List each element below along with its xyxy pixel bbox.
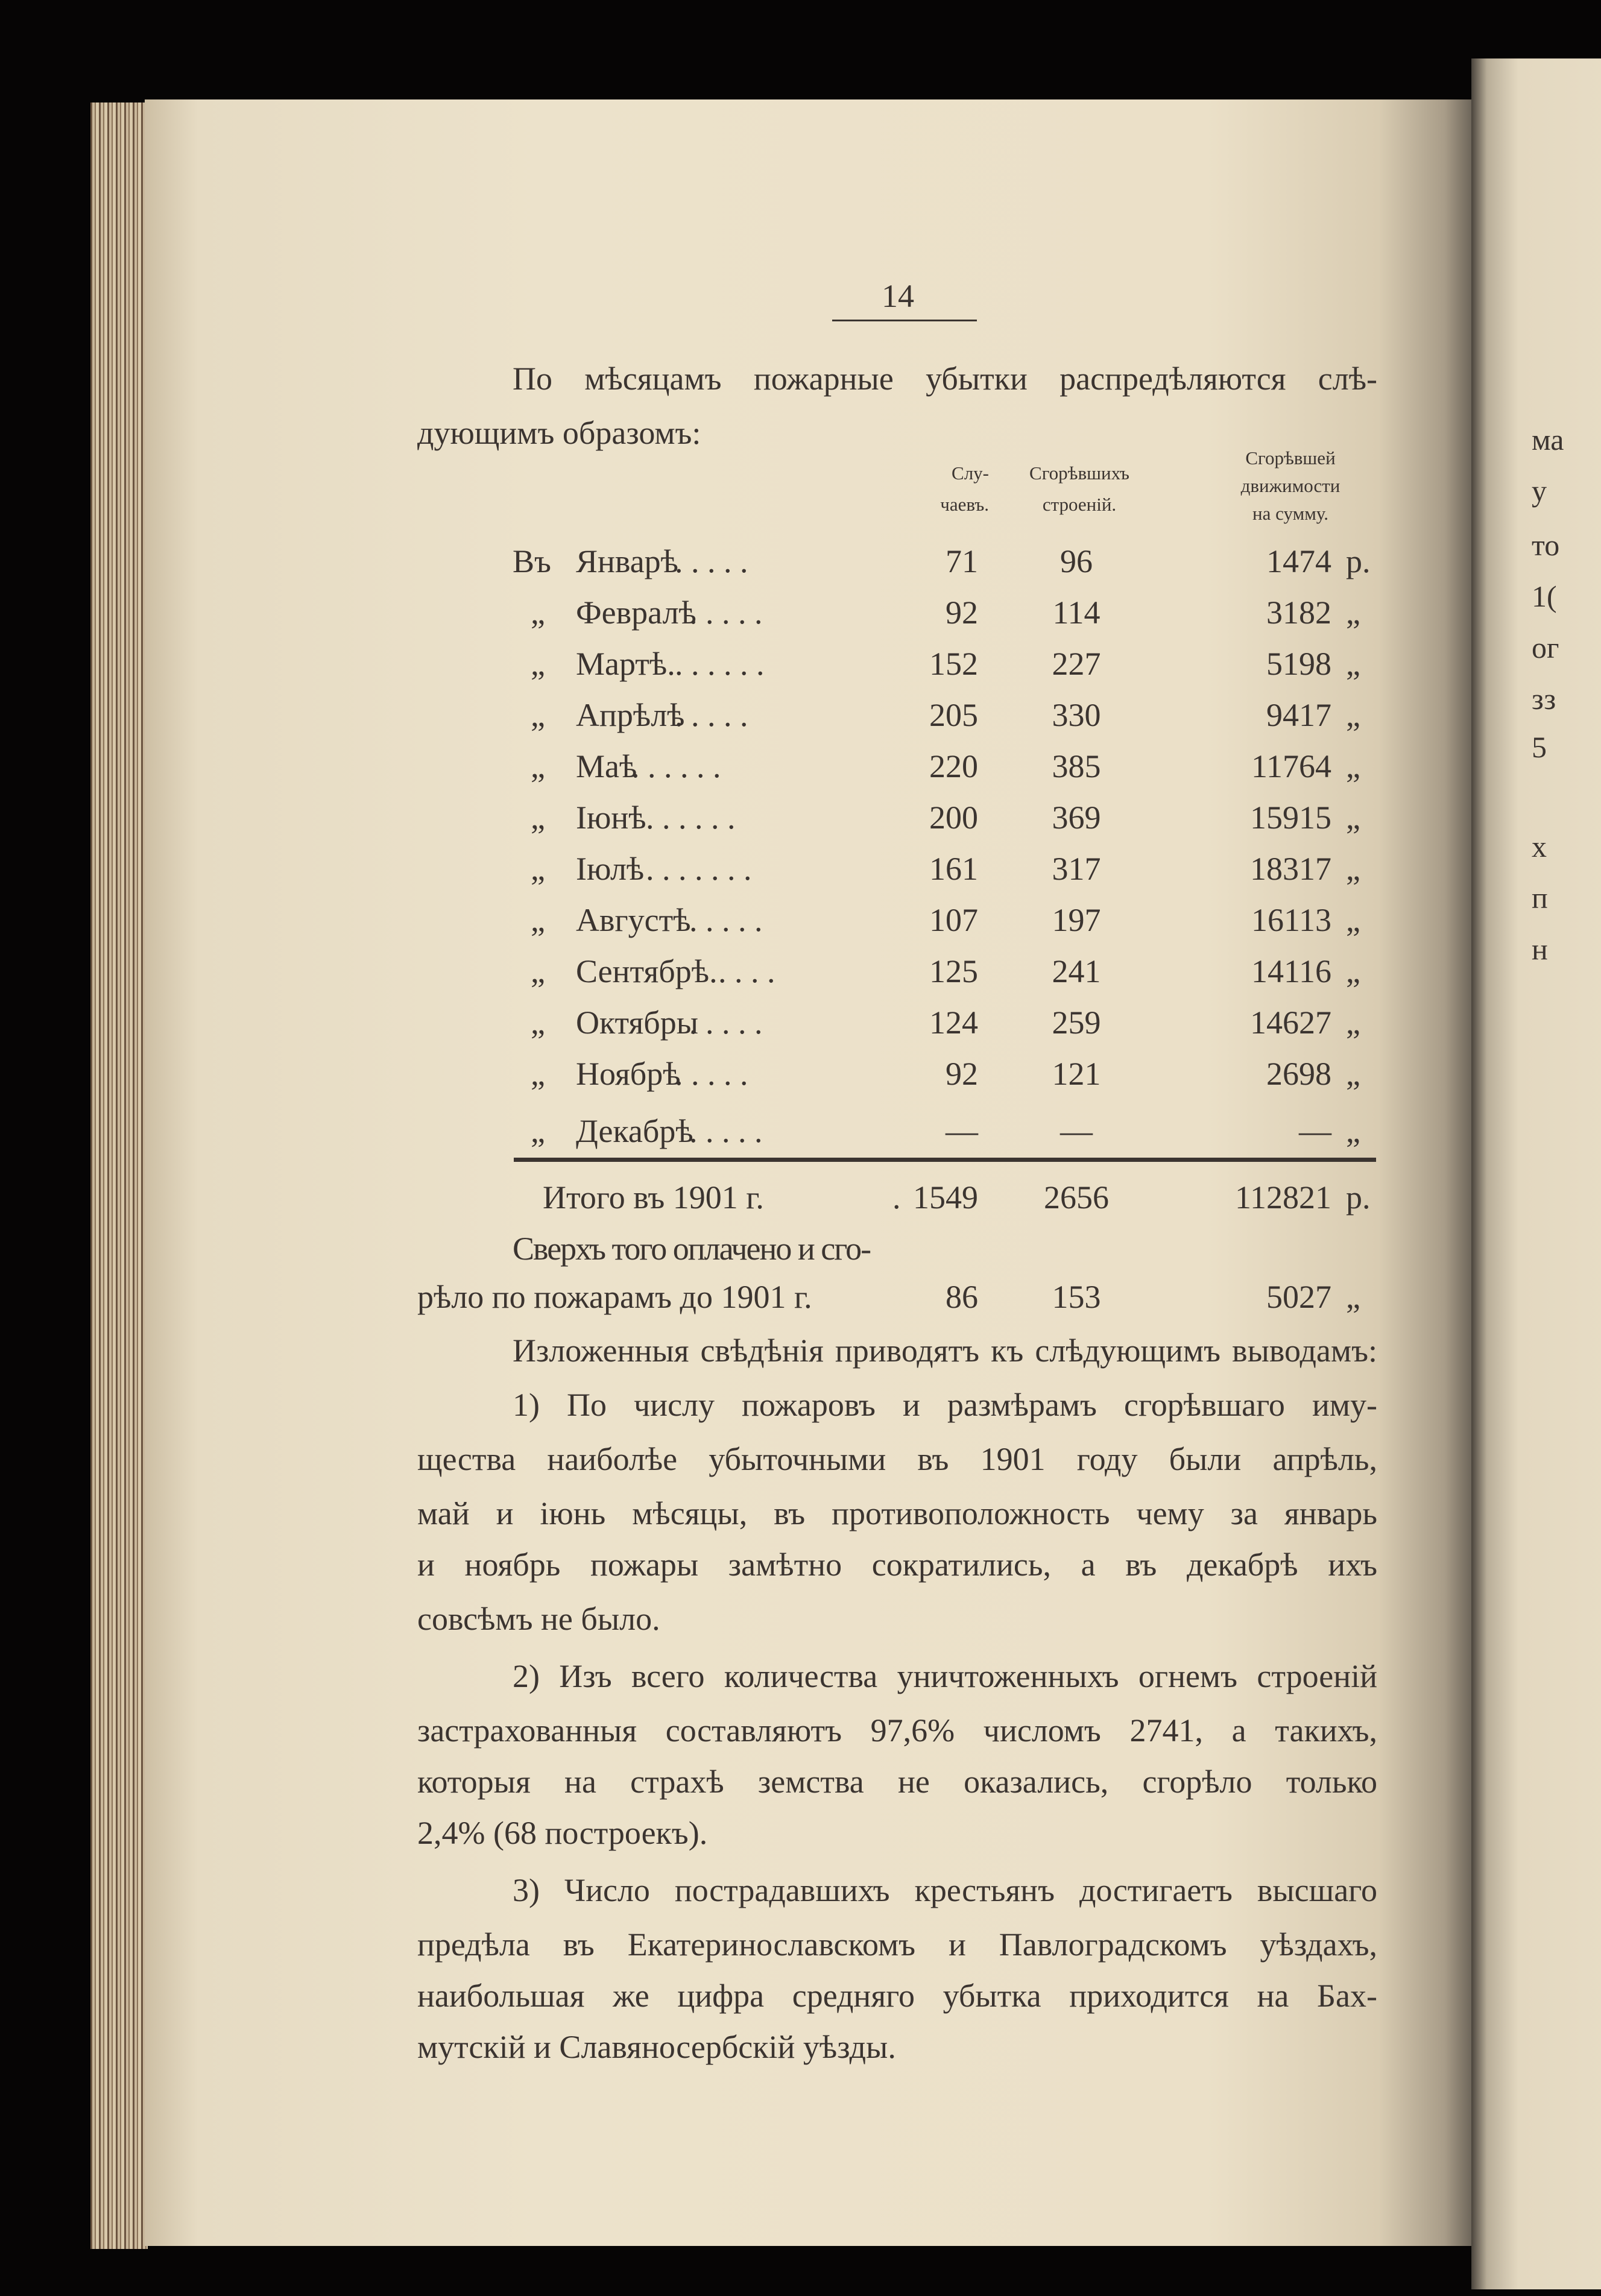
- row-sum: 1474: [1266, 543, 1331, 579]
- row-sum: 16113: [1251, 902, 1331, 938]
- conclusion-line: которыя на страхѣ земства не оказались, сгорѣло только: [417, 1764, 1377, 1800]
- header-movables: Сгорѣвшей: [1245, 447, 1336, 468]
- header-buildings: строеній.: [1042, 494, 1117, 515]
- row-cases: 107: [929, 902, 978, 938]
- conclusion-line: 3) Число пострадавшихъ крестьянъ достигаетъ высшаго: [513, 1872, 1377, 1908]
- row-buildings: —: [1060, 1113, 1093, 1149]
- row-month: Январѣ: [576, 543, 678, 579]
- page-number-rule: [832, 320, 977, 321]
- header-cases: чаевъ.: [940, 494, 989, 515]
- row-sum: 14627: [1250, 1004, 1331, 1041]
- intro-line: По мѣсяцамъ пожарные убытки распредѣляются слѣ-: [513, 361, 1377, 397]
- facing-page-fragment: н: [1532, 932, 1548, 966]
- row-prefix: „: [531, 646, 545, 682]
- row-prefix: „: [531, 697, 545, 733]
- row-dots: . . . . . .: [631, 748, 721, 784]
- row-sum: 2698: [1266, 1056, 1331, 1092]
- row-month: Іюнѣ: [576, 800, 646, 836]
- row-unit: „: [1346, 851, 1360, 887]
- header-buildings: Сгорѣвшихъ: [1029, 462, 1129, 484]
- row-sum: 9417: [1266, 697, 1331, 733]
- conclusion-line: май и іюнь мѣсяцы, въ противоположность чему за январь: [417, 1495, 1377, 1531]
- row-buildings: 385: [1052, 748, 1101, 784]
- row-prefix: „: [531, 902, 545, 938]
- conclusion-line: мутскій и Славяносербскій уѣзды.: [417, 2029, 896, 2065]
- row-sum: 15915: [1250, 800, 1331, 836]
- row-buildings: 227: [1052, 646, 1101, 682]
- row-cases: 205: [929, 697, 978, 733]
- row-prefix: „: [531, 851, 545, 887]
- facing-page-fragment: ог: [1532, 631, 1559, 664]
- row-buildings: 369: [1052, 800, 1101, 836]
- row-month: Мартѣ.: [576, 646, 675, 682]
- row-buildings: 330: [1052, 697, 1101, 733]
- row-cases: 220: [929, 748, 978, 784]
- total-dots: .: [892, 1179, 901, 1216]
- conclusion-line: щества наиболѣе убыточными въ 1901 году были апрѣль,: [417, 1441, 1377, 1477]
- total-label: Итого въ 1901 г.: [543, 1179, 764, 1216]
- row-unit: „: [1346, 594, 1360, 631]
- row-cases: 92: [946, 594, 978, 631]
- row-prefix: Въ: [513, 543, 551, 579]
- row-unit: „: [1346, 697, 1360, 733]
- row-dots: . . . . .: [675, 697, 748, 733]
- row-unit: „: [1346, 800, 1360, 836]
- extra-label: Сверхъ того оплачено и сго-: [513, 1231, 871, 1267]
- row-cases: 92: [946, 1056, 978, 1092]
- row-unit: „: [1346, 1004, 1360, 1041]
- row-dots: . . . . .: [689, 1004, 763, 1041]
- row-buildings: 259: [1052, 1004, 1101, 1041]
- facing-page-fragment: х: [1532, 830, 1547, 863]
- conclusion-line: предѣла въ Екатеринославскомъ и Павлоградскомъ уѣздахъ,: [417, 1926, 1377, 1963]
- extra-buildings: 153: [1052, 1279, 1101, 1315]
- row-unit: „: [1346, 748, 1360, 784]
- row-month: Августѣ: [576, 902, 691, 938]
- row-sum: —: [1299, 1113, 1331, 1149]
- row-month: Февралѣ: [576, 594, 696, 631]
- header-movables: движимости: [1240, 475, 1340, 496]
- row-dots: . . . . .: [675, 543, 748, 579]
- row-sum: 5198: [1266, 646, 1331, 682]
- row-prefix: „: [531, 800, 545, 836]
- row-buildings: 121: [1052, 1056, 1101, 1092]
- facing-page: [1471, 58, 1601, 2289]
- row-cases: 125: [929, 953, 978, 989]
- row-unit: „: [1346, 902, 1360, 938]
- facing-page-fragment: зз: [1532, 682, 1556, 716]
- book-page: [145, 99, 1471, 2246]
- row-unit: „: [1346, 1056, 1360, 1092]
- row-month: Ноябрѣ: [576, 1056, 681, 1092]
- page-number: 14: [882, 278, 914, 314]
- header-movables: на сумму.: [1252, 503, 1328, 524]
- row-prefix: „: [531, 748, 545, 784]
- row-dots: . . . .: [718, 953, 775, 989]
- row-unit: р.: [1346, 543, 1371, 579]
- row-month: Апрѣлѣ: [576, 697, 685, 733]
- conclusion-line: застрахованныя составляютъ 97,6% числомъ 2741, а такихъ,: [417, 1712, 1377, 1749]
- row-buildings: 197: [1052, 902, 1101, 938]
- row-cases: 124: [929, 1004, 978, 1041]
- row-unit: „: [1346, 646, 1360, 682]
- row-prefix: „: [531, 1113, 545, 1149]
- row-dots: . . . . .: [689, 594, 763, 631]
- conclusion-line: наибольшая же цифра средняго убытка приходится на Бах-: [417, 1978, 1377, 2014]
- facing-page-fragment: у: [1532, 474, 1547, 508]
- intro-line: дующимъ образомъ:: [417, 415, 701, 451]
- row-dots: . . . . . .: [646, 800, 736, 836]
- row-prefix: „: [531, 594, 545, 631]
- facing-page-fragment: п: [1532, 881, 1548, 915]
- row-buildings: 96: [1060, 543, 1093, 579]
- facing-page-fragment: ма: [1532, 423, 1564, 456]
- header-cases: Слу-: [952, 462, 989, 484]
- total-buildings: 2656: [1044, 1179, 1109, 1216]
- row-sum: 11764: [1251, 748, 1331, 784]
- row-buildings: 317: [1052, 851, 1101, 887]
- extra-label: рѣло по пожарамъ до 1901 г.: [417, 1279, 812, 1315]
- row-cases: 71: [946, 543, 978, 579]
- row-sum: 3182: [1266, 594, 1331, 631]
- row-month: Маѣ: [576, 748, 637, 784]
- row-prefix: „: [531, 1056, 545, 1092]
- total-rule: [514, 1158, 1376, 1162]
- row-dots: . . . . .: [675, 1056, 748, 1092]
- total-unit: р.: [1346, 1179, 1371, 1216]
- row-cases: 200: [929, 800, 978, 836]
- conclusions-intro: Изложенныя свѣдѣнія приводятъ къ слѣдующимъ выводамъ:: [513, 1332, 1377, 1369]
- conclusion-line: 2) Изъ всего количества уничтоженныхъ огнемъ строеній: [513, 1658, 1377, 1694]
- facing-page-fragment: то: [1532, 528, 1560, 562]
- row-cases: —: [946, 1113, 978, 1149]
- extra-unit: „: [1346, 1279, 1360, 1315]
- row-cases: 152: [929, 646, 978, 682]
- row-month: Декабрѣ: [576, 1113, 693, 1149]
- total-sum: 112821: [1235, 1179, 1331, 1216]
- row-sum: 18317: [1250, 851, 1331, 887]
- total-cases: 1549: [913, 1179, 978, 1216]
- row-prefix: „: [531, 1004, 545, 1041]
- row-buildings: 114: [1052, 594, 1100, 631]
- conclusion-line: 1) По числу пожаровъ и размѣрамъ сгорѣвшаго иму-: [513, 1387, 1377, 1423]
- extra-cases: 86: [946, 1279, 978, 1315]
- row-dots: . . . . .: [689, 1113, 763, 1149]
- row-dots: . . . . . . .: [646, 851, 752, 887]
- row-month: Іюлѣ: [576, 851, 645, 887]
- row-sum: 14116: [1251, 953, 1331, 989]
- conclusion-line: и ноябрь пожары замѣтно сократились, а въ декабрѣ ихъ: [417, 1547, 1377, 1583]
- facing-page-fragment: 1(: [1532, 579, 1557, 613]
- row-unit: „: [1346, 1113, 1360, 1149]
- row-month: Сентябрѣ.: [576, 953, 718, 989]
- row-buildings: 241: [1052, 953, 1101, 989]
- row-dots: . . . . .: [689, 902, 763, 938]
- row-prefix: „: [531, 953, 545, 989]
- row-cases: 161: [929, 851, 978, 887]
- row-dots: . . . . . .: [675, 646, 765, 682]
- facing-page-fragment: 5: [1532, 730, 1547, 764]
- row-month: Октябры: [576, 1004, 699, 1041]
- page-edges-stack: [90, 102, 148, 2249]
- extra-sum: 5027: [1266, 1279, 1331, 1315]
- row-unit: „: [1346, 953, 1360, 989]
- conclusion-line: совсѣмъ не было.: [417, 1601, 660, 1637]
- conclusion-line: 2,4% (68 построекъ).: [417, 1815, 708, 1851]
